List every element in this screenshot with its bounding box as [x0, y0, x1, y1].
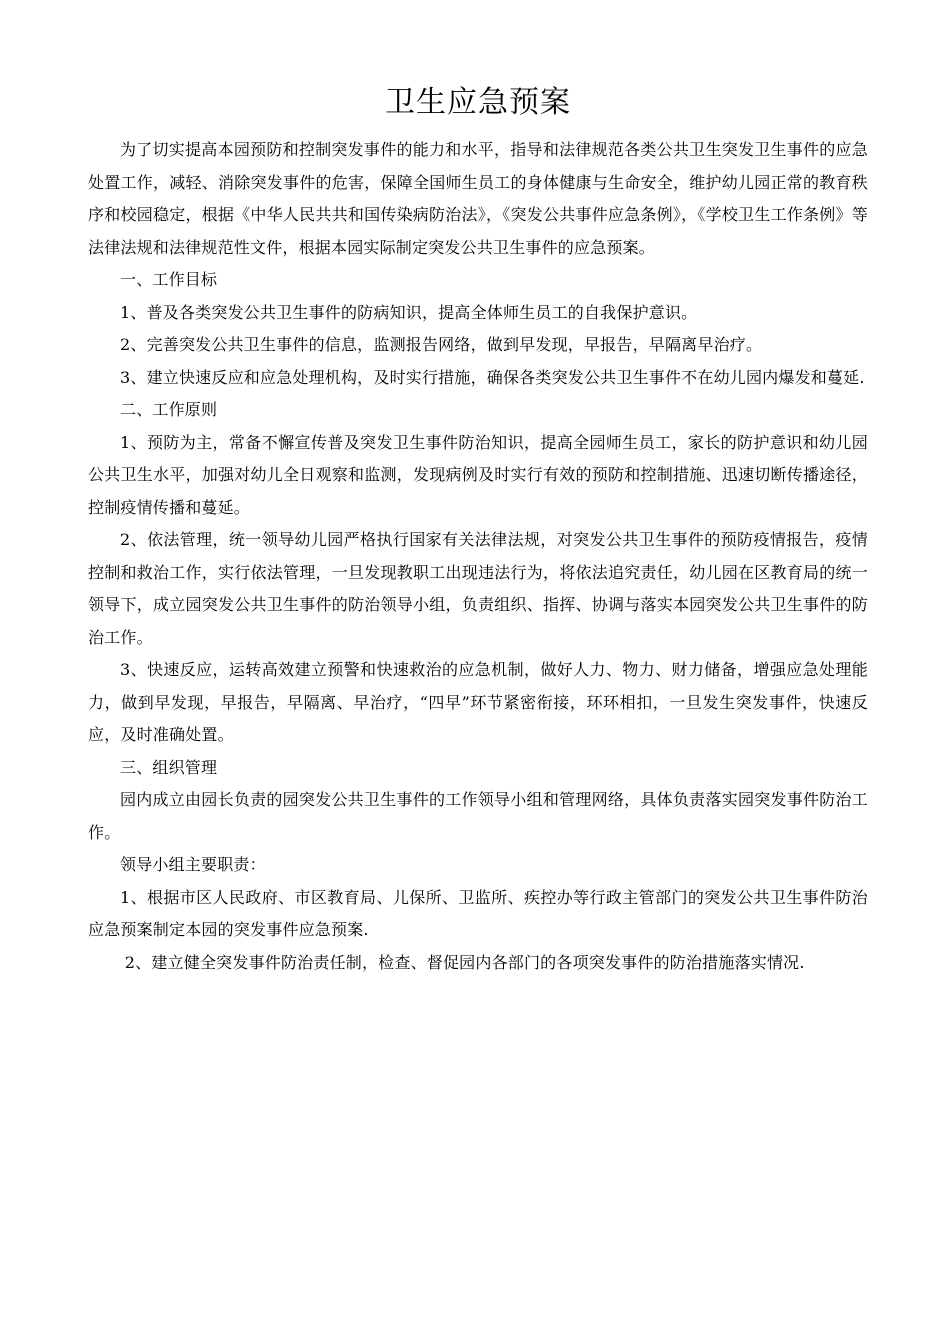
principle-item-3: 3、快速反应，运转高效建立预警和快速救治的应急机制，做好人力、物力、财力储备，增强应急处理能力，做到早发现，早报告，早隔离、早治疗，“四早”环节紧密衔接，环环相扣，一旦发生突发事件，快速反应，及时准确处置。: [88, 660, 868, 744]
goal-item-1: 1、普及各类突发公共卫生事件的防病知识，提高全体师生员工的自我保护意识。: [120, 302, 698, 322]
goal-item-2: 2、完善突发公共卫生事件的信息，监测报告网络，做到早发现，早报告，早隔离早治疗。: [120, 335, 763, 354]
organization-paragraph: 园内成立由园长负责的园突发公共卫生事件的工作领导小组和管理网络，具体负责落实园突发事件防治工作。: [88, 790, 868, 842]
leadership-duties-heading: 领导小组主要职责：: [120, 855, 266, 874]
goal-item-3: 3、建立快速反应和应急处理机构，及时实行措施，确保各类突发公共卫生事件不在幼儿园内爆发和蔓延.: [120, 367, 865, 387]
document-page: [88, 78, 868, 979]
section-heading-goals: 一、工作目标: [120, 270, 218, 289]
section-heading-principles: 二、工作原则: [120, 400, 218, 419]
section-heading-organization: 三、组织管理: [120, 757, 218, 777]
duty-item-1: 1、根据市区人民政府、市区教育局、儿保所、卫监所、疾控办等行政主管部门的突发公共卫生事件防治应急预案制定本园的突发事件应急预案.: [88, 887, 868, 939]
intro-paragraph: 为了切实提高本园预防和控制突发事件的能力和水平，指导和法律规范各类公共卫生突发卫生事件的应急处置工作，减轻、消除突发事件的危害，保障全国师生员工的身体健康与生命安全，维护幼儿园正常的教育秩序和校园稳定，根据《中华人民共共和国传染病防治法》，《突发公共事件应急条例》，《学校卫生工作条例》等法律法规和法律规范性文件，根据本园实际制定突发公共卫生事件的应急预案。: [88, 140, 868, 257]
principle-item-1: 1、预防为主，常备不懈宣传普及突发卫生事件防治知识，提高全园师生员工，家长的防护意识和幼儿园公共卫生水平，加强对幼儿全日观察和监测，发现病例及时实行有效的预防和控制措施、迅速切断传播途径，控制疫情传播和蔓延。: [88, 432, 868, 517]
principle-item-2: 2、依法管理，统一领导幼儿园严格执行国家有关法律法规，对突发公共卫生事件的预防疫情报告，疫情控制和救治工作，实行依法管理，一旦发现教职工出现违法行为，将依法追究责任，幼儿园在区教育局的统一领导下，成立园突发公共卫生事件的防治领导小组，负责组织、指挥、协调与落实本园突发公共卫生事件的防治工作。: [88, 530, 868, 647]
document-title: 卫生应急预案: [385, 85, 571, 120]
duty-item-2: 2、建立健全突发事件防治责任制，检查、督促园内各部门的各项突发事件的防治措施落实情况.: [124, 952, 805, 972]
